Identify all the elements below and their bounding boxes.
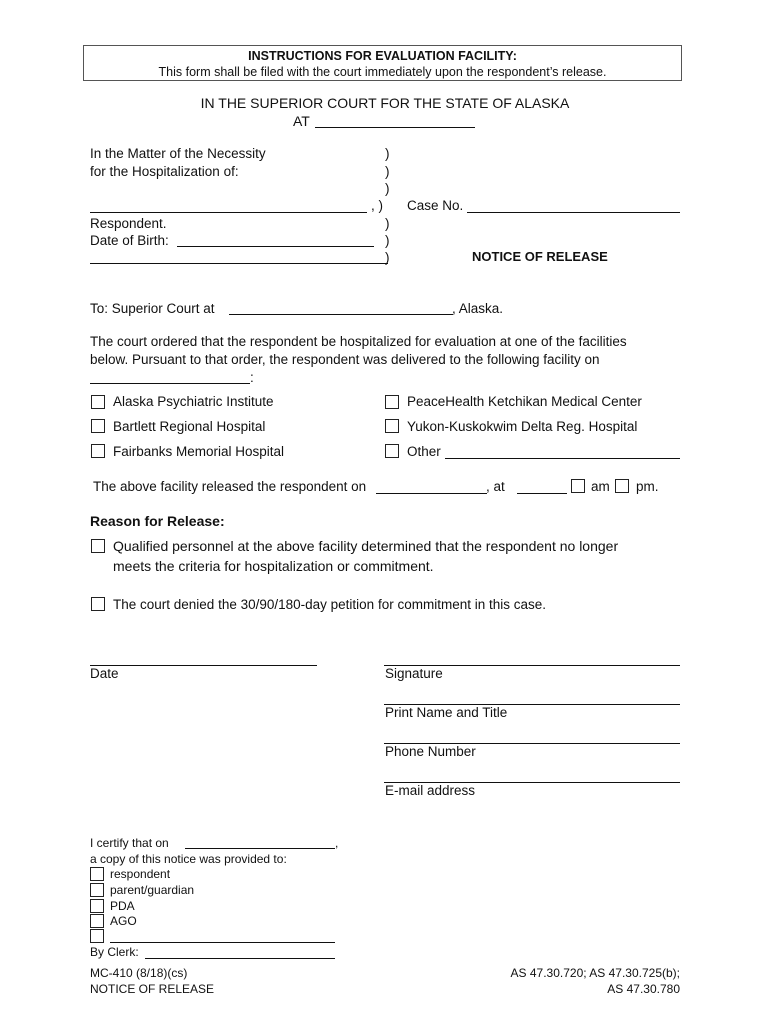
footer-form-name: NOTICE OF RELEASE bbox=[90, 982, 215, 996]
dob-field[interactable] bbox=[177, 246, 374, 247]
recipient-label: PDA bbox=[110, 899, 135, 913]
phone-label: Phone Number bbox=[385, 744, 476, 759]
facility-label: Yukon-Kuskokwim Delta Reg. Hospital bbox=[407, 419, 638, 434]
other-facility-field[interactable] bbox=[445, 458, 680, 459]
footer-statute1: AS 47.30.720; AS 47.30.725(b); bbox=[510, 966, 680, 980]
checkbox-respondent[interactable] bbox=[90, 867, 104, 881]
footer-statute2: AS 47.30.780 bbox=[607, 982, 680, 996]
court-name: IN THE SUPERIOR COURT FOR THE STATE OF ALASKA bbox=[200, 95, 570, 111]
superior-court-location-field[interactable] bbox=[229, 314, 453, 315]
email-label: E-mail address bbox=[385, 783, 476, 798]
footer-form-id: MC-410 (8/18)(cs) bbox=[90, 966, 188, 980]
instructions-box bbox=[83, 45, 682, 81]
caption-paren: ) bbox=[385, 181, 390, 196]
delivery-date-field[interactable] bbox=[90, 383, 250, 384]
checkbox-pm[interactable] bbox=[615, 479, 629, 493]
matter-line2: for the Hospitalization of: bbox=[90, 164, 239, 179]
reason-heading: Reason for Release: bbox=[90, 513, 225, 529]
facility-label: Fairbanks Memorial Hospital bbox=[113, 444, 285, 459]
respondent-label: Respondent. bbox=[90, 216, 167, 231]
checkbox-am[interactable] bbox=[571, 479, 585, 493]
release-time-field[interactable] bbox=[517, 493, 567, 494]
recipient-label: parent/guardian bbox=[110, 883, 195, 897]
signature-label: Signature bbox=[385, 666, 443, 681]
am-label: am bbox=[591, 479, 610, 494]
facility-label: PeaceHealth Ketchikan Medical Center bbox=[407, 394, 642, 409]
date-field[interactable] bbox=[90, 665, 317, 666]
caption-comma-paren: , ) bbox=[371, 198, 383, 213]
certify-line2: a copy of this notice was provided to: bbox=[90, 852, 287, 866]
facility-label: Alaska Psychiatric Institute bbox=[113, 394, 274, 409]
certify-line1: I certify that on bbox=[90, 836, 169, 850]
caption-paren: ) bbox=[385, 233, 390, 248]
checkbox-reason-criteria[interactable] bbox=[91, 539, 105, 553]
checkbox-pda[interactable] bbox=[90, 899, 104, 913]
matter-line1: In the Matter of the Necessity bbox=[90, 146, 266, 161]
release-prefix: The above facility released the respondent on bbox=[93, 479, 367, 494]
print-name-label: Print Name and Title bbox=[385, 705, 508, 720]
checkbox-other[interactable] bbox=[385, 444, 399, 458]
caption-paren: ) bbox=[385, 164, 390, 179]
release-date-field[interactable] bbox=[376, 493, 487, 494]
court-location-field[interactable] bbox=[315, 127, 475, 128]
checkbox-bartlett[interactable] bbox=[91, 419, 105, 433]
certify-date-field[interactable] bbox=[185, 848, 335, 849]
reason-option1-line1: Qualified personnel at the above facility determined that the respondent no longer bbox=[113, 538, 619, 554]
caption-paren: ) bbox=[385, 216, 390, 231]
caption-paren: ) bbox=[385, 250, 390, 265]
dob-label: Date of Birth: bbox=[90, 233, 169, 248]
reason-option1-line2: meets the criteria for hospitalization or commitment. bbox=[113, 558, 434, 574]
checkbox-other-recipient[interactable] bbox=[90, 929, 104, 943]
recipient-label: respondent bbox=[110, 867, 171, 881]
checkbox-ago[interactable] bbox=[90, 914, 104, 928]
checkbox-parent-guardian[interactable] bbox=[90, 883, 104, 897]
recipient-label: AGO bbox=[110, 914, 137, 928]
checkbox-fairbanks[interactable] bbox=[91, 444, 105, 458]
to-prefix: To: Superior Court at bbox=[90, 301, 215, 316]
body-para-line1: The court ordered that the respondent be hospitalized for evaluation at one of the facilities bbox=[90, 334, 627, 349]
case-no-field[interactable] bbox=[467, 212, 680, 213]
checkbox-alaska-psychiatric[interactable] bbox=[91, 395, 105, 409]
checkbox-peacehealth[interactable] bbox=[385, 395, 399, 409]
instructions-text: This form shall be filed with the court immediately upon the respondent’s release. bbox=[158, 65, 607, 79]
body-para-line2: below. Pursuant to that order, the respondent was delivered to the following facility on bbox=[90, 352, 600, 367]
court-at-label: AT bbox=[293, 113, 310, 129]
document-title: NOTICE OF RELEASE bbox=[472, 249, 608, 264]
reason-option2: The court denied the 30/90/180-day petition for commitment in this case. bbox=[113, 597, 546, 612]
caption-bottom-line bbox=[90, 263, 388, 264]
release-at: , at bbox=[486, 479, 505, 494]
checkbox-yukon-kuskokwim[interactable] bbox=[385, 419, 399, 433]
pm-label: pm. bbox=[636, 479, 659, 494]
to-suffix: , Alaska. bbox=[452, 301, 504, 316]
other-recipient-field[interactable] bbox=[110, 942, 335, 943]
clerk-signature-field[interactable] bbox=[145, 958, 335, 959]
caption-paren: ) bbox=[385, 146, 390, 161]
facility-label: Bartlett Regional Hospital bbox=[113, 419, 266, 434]
respondent-name-field[interactable] bbox=[90, 212, 367, 213]
date-label: Date bbox=[90, 666, 119, 681]
instructions-title: INSTRUCTIONS FOR EVALUATION FACILITY: bbox=[248, 49, 517, 63]
checkbox-reason-petition-denied[interactable] bbox=[91, 597, 105, 611]
by-clerk-label: By Clerk: bbox=[90, 945, 139, 959]
case-no-label: Case No. bbox=[407, 198, 464, 213]
body-colon: : bbox=[250, 370, 254, 385]
certify-comma: , bbox=[335, 836, 339, 850]
facility-label: Other bbox=[407, 444, 441, 459]
